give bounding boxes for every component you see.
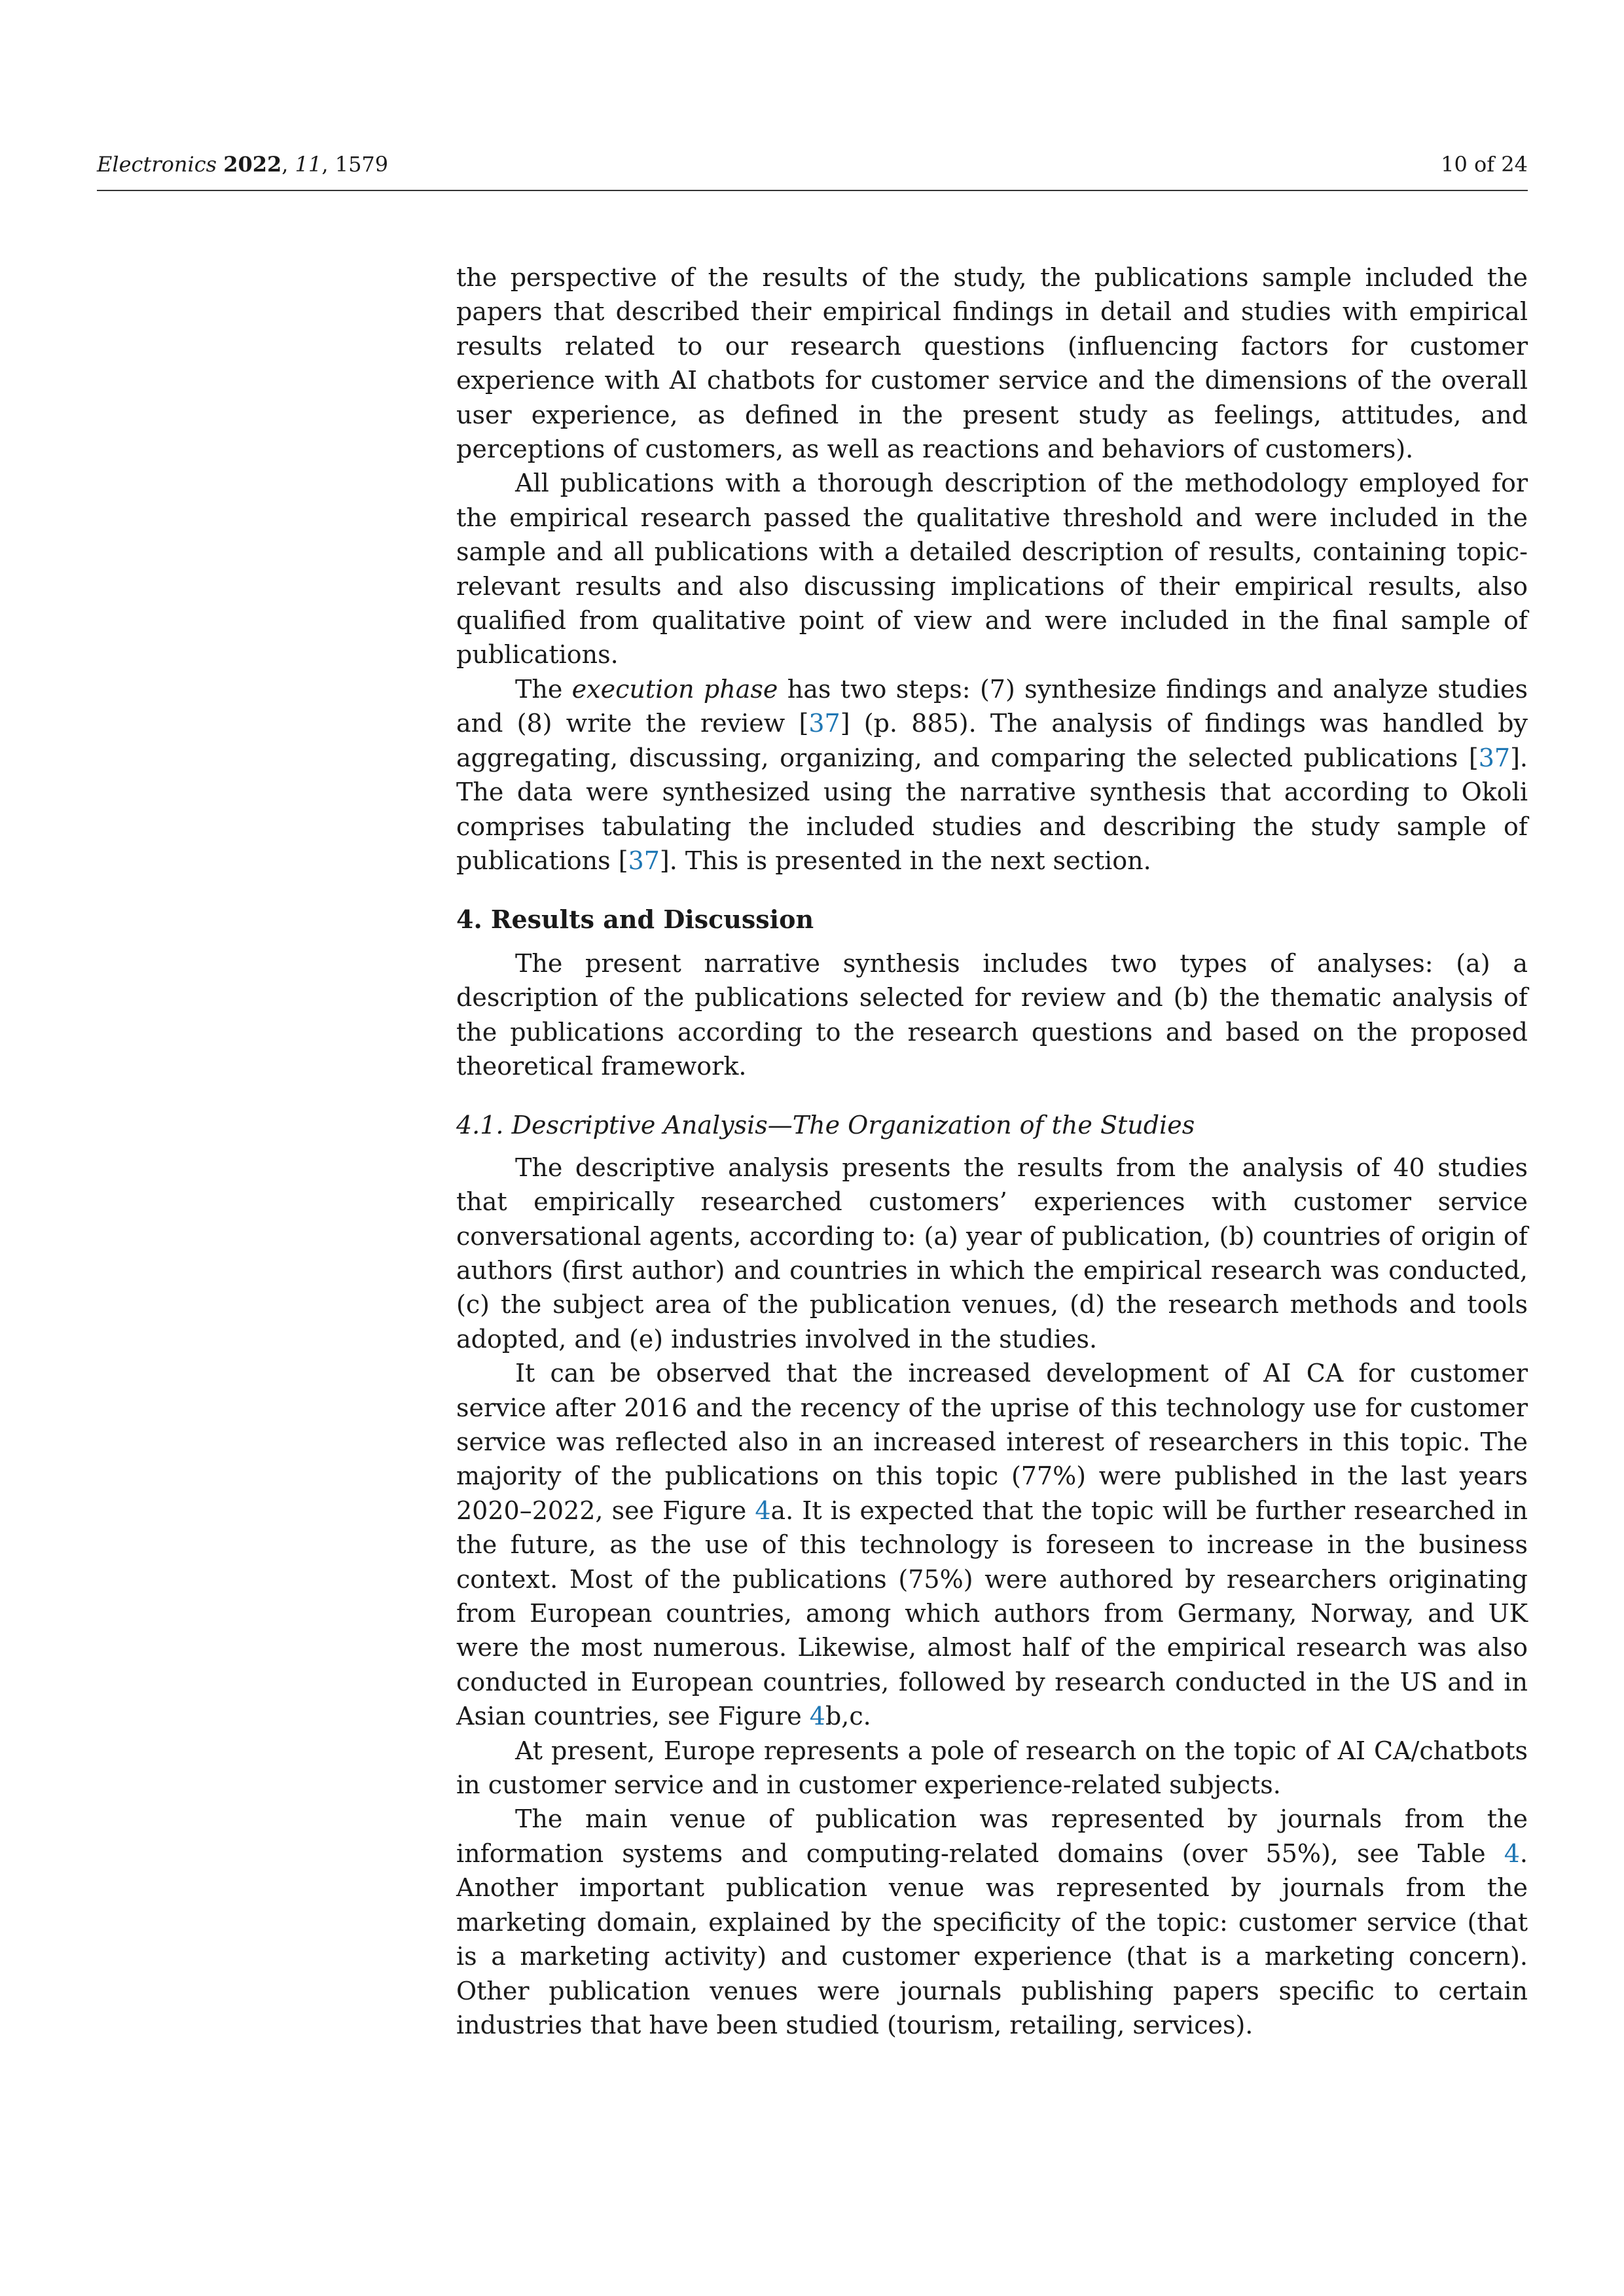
subsection-heading: 4.1. Descriptive Analysis—The Organization of the Studies xyxy=(456,1111,1195,1140)
text-run: a. It is expected that the topic will be further researched in the future, as the use of this technology is foreseen to increase in the business context. Most of the publications (75%) were authored by researchers originating from European countries, among which authors from Germany, Norway, and UK were the most numerous. Likewise, almost half of the empirical research was also conducted in European countries, followed by research conducted in the US and in Asian countries, see Figure xyxy=(456,1496,1528,1731)
paragraph-continued: the perspective of the results of the study, the publications sample included the papers that described their empirical findings in detail and studies with empirical results related to our research questions (influencing factors for customer experience with AI chatbots for customer service and the dimensions of the overall user experience, as defined in the present study as feelings, attitudes, and perceptions of customers, as well as reactions and behaviors of customers). xyxy=(456,263,1528,464)
text-run: The xyxy=(515,674,572,704)
paragraph-execution-phase xyxy=(456,672,1528,878)
header-rule xyxy=(97,190,1528,191)
paragraph-table-ref xyxy=(456,1802,1528,2042)
text-run: It can be observed that the increased development of AI CA for customer service after 2016 and the recency of the uprise of this technology use for customer service was reflected also in an increased interest of researchers in this topic. The majority of the publications on this topic (77%) were published in the last years 2020–2022, see Figure xyxy=(456,1359,1528,1525)
citation-link[interactable]: 37 xyxy=(1478,743,1511,772)
journal-year: 2022 xyxy=(223,152,282,177)
main-text xyxy=(456,260,1528,2042)
table-link[interactable]: 4 xyxy=(1504,1839,1520,1868)
paragraph: At present, Europe represents a pole of research on the topic of AI CA/chatbots in customer service and in customer experience-related subjects. xyxy=(456,1736,1528,1800)
figure-link[interactable]: 4 xyxy=(755,1496,771,1525)
journal-citation: Electronics 2022, 11, 1579 xyxy=(97,152,389,177)
text-run: ]. The data were synthesized using the narrative synthesis that according to Okoli comprises tabulating the included studies and describing the study sample of publications [ xyxy=(456,743,1528,875)
figure-link[interactable]: 4 xyxy=(809,1702,825,1731)
citation-link[interactable]: 37 xyxy=(628,846,660,875)
paragraph: The present narrative synthesis includes two types of analyses: (a) a description of the publications selected for review and (b) the thematic analysis of the publications according to the research questions and based on the proposed theoretical framework. xyxy=(456,948,1528,1081)
paragraph-figure-ref xyxy=(456,1356,1528,1733)
page-number: 10 of 24 xyxy=(1441,152,1528,177)
article-number: 1579 xyxy=(334,152,389,177)
text-run: b,c. xyxy=(825,1702,871,1731)
running-header xyxy=(97,148,1528,181)
text-run: has two steps: (7) synthesize findings and analyze studies and (8) write the review [ xyxy=(456,674,1528,738)
italic-term: execution phase xyxy=(571,674,778,704)
citation-link[interactable]: 37 xyxy=(808,709,840,738)
journal-name: Electronics xyxy=(97,152,217,177)
text-run: ] (p. 885). The analysis of findings was handled by aggregating, discussing, organizing, and comparing the selected publications [ xyxy=(456,709,1528,772)
paragraph: The descriptive analysis presents the results from the analysis of 40 studies that empirically researched customers’ experiences with customer service conversational agents, according to: (a) year of publication, (b) countries of origin of authors (first author) and countries in which the empirical research was conducted, (c) the subject area of the publication venues, (d) the research methods and tools adopted, and (e) industries involved in the studies. xyxy=(456,1153,1528,1354)
text-run: . Another important publication venue was represented by journals from the marketing domain, explained by the specificity of the topic: customer service (that is a marketing activity) and customer experience (that is a marketing concern). Other publication venues were journals publishing papers specific to certain industries that have been studied (tourism, retailing, services). xyxy=(456,1839,1528,2039)
text-run: The main venue of publication was represented by journals from the information systems and computing-related domains (over 55%), see Table xyxy=(456,1804,1528,1868)
paragraph: All publications with a thorough description of the methodology employed for the empirical research passed the qualitative threshold and were included in the sample and all publications with a detailed description of results, containing topic-relevant results and also discussing implications of their empirical results, also qualified from qualitative point of view and were included in the final sample of publications. xyxy=(456,469,1528,670)
section-heading: 4. Results and Discussion xyxy=(456,905,814,935)
text-run: ]. This is presented in the next section. xyxy=(659,846,1151,875)
journal-volume: 11 xyxy=(295,152,322,177)
